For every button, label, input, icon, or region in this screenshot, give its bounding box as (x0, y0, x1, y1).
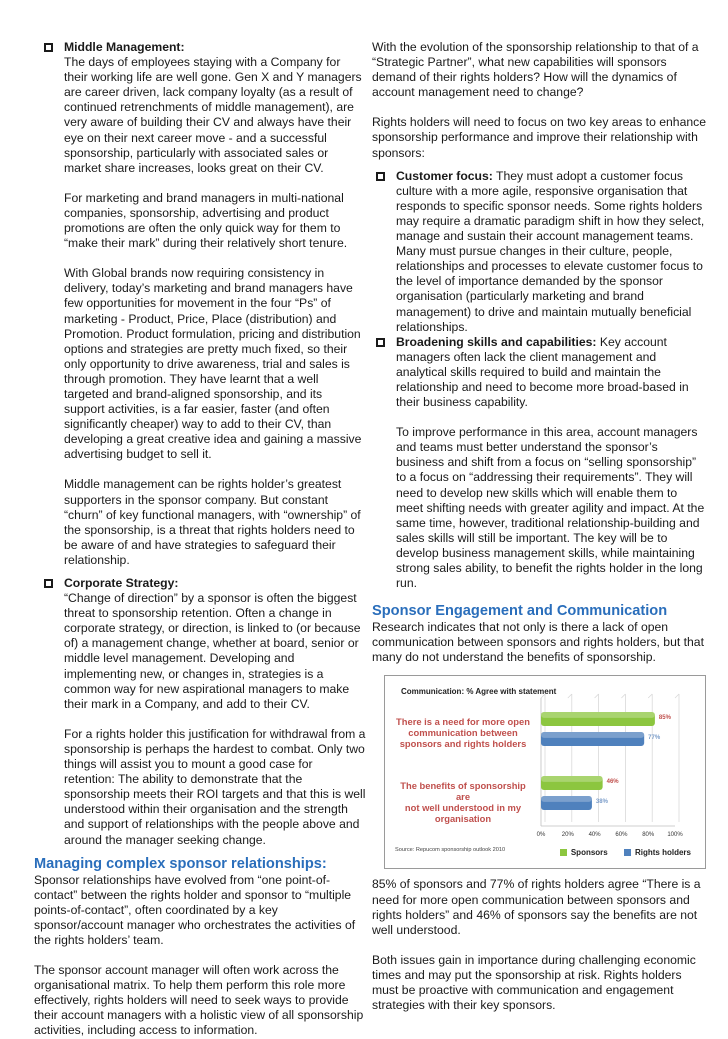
corporate-strategy-section (40, 576, 366, 848)
left-column (34, 40, 366, 1039)
paragraph: For a rights holder this justification for withdrawal from a sponsorship is perhaps the hardest to combat. Only two things will assist you to mount a good case for retention: The ability to demonstrate that the sponsorship meets their ROI targets and that this is well understood within their organisation and the strength and support of relationships with the people above and around the manager seeking change. (64, 726, 366, 847)
bar-highlight (541, 732, 644, 738)
x-tick-label: 20% (561, 832, 574, 839)
legend-swatch (624, 849, 631, 856)
value-label: 85% (658, 715, 671, 722)
x-tick-label: 100% (667, 832, 683, 839)
paragraph (396, 169, 706, 335)
gridline (541, 694, 545, 698)
paragraph: To improve performance in this area, account managers and teams must better understand the sponsor’s business and shift from a focus on “selling sponsorship” to a focus on “addressing their requirements”. They will need to develop new skills which will enable them to meet shifting needs with greater agility and impact. At the same time, however, traditional relationship-building and sales skills will still be important. The key will be to develop business management skills, while maintaining strong sales ability, to benefit the rights holder in the long run. (396, 425, 705, 591)
paragraph: For marketing and brand managers in multi-national companies, sponsorship, advertising and product promotions are often the only quick way for them to “make their mark” during their relatively short tenure. (64, 190, 348, 251)
value-label: 38% (595, 799, 608, 806)
paragraph: Middle management can be rights holder’s greatest supporters in the sponsor company. But constant “churn” of key functional managers, with “ownership” of the sponsorship, is a threat that rights holders need to be aware of and have strategies to safeguard their relationship. (64, 477, 361, 567)
checkbox-bullet-icon (44, 579, 53, 588)
paragraph: With Global brands now requiring consistency in delivery, today’s marketing and brand managers have few opportunities for movement in the four “Ps” of marketing - Product, Price, Place (distribution) and Promotion. Product formulation, pricing and distribution options and strategies are pretty much fixed, so their only opportunity to drive awareness, trial and sales is through promotion. They have learnt that a well targeted and brand-aligned sponsorship, and its support activities, is a far easier, faster (and often significantly cheaper) way to add to their CV, than developing a great creative idea and gaining a massive advertising budget to sell it. (64, 266, 362, 462)
middle-management-heading: Middle Management: (64, 40, 185, 54)
paragraph: “Change of direction” by a sponsor is often the biggest threat to sponsorship retention. Often a change in corporate strategy, or direction, is linked to (or because of) a management change, whether at board, senior or middle level management. Developing and implementing new, or changes in, strategies is a common way for new aspirational managers to make their mark in a Company, and add to their CV. (64, 591, 361, 711)
paragraph: Rights holders will need to focus on two key areas to enhance sponsorship performance and improve their relationship with sponsors: (372, 115, 706, 160)
category-label-line: not well understood in my (404, 802, 522, 814)
right-column (372, 40, 706, 1013)
managing-relationships-section (34, 856, 366, 1039)
gridline (595, 694, 599, 698)
middle-management-section (40, 40, 366, 568)
value-label: 46% (606, 779, 619, 786)
paragraph: The days of employees staying with a Company for their working life are well gone. Gen X and Y managers are career driven, lack company loyalty (as a result of continued retrenchments of middle management), are very aware of building their CV and always have their eye on their next career move - and a successful sponsorship, particularly with associated sales or market share increases, looks great on their CV. (64, 55, 362, 175)
x-tick-label: 40% (588, 832, 601, 839)
legend-item-sponsors (560, 845, 608, 860)
corporate-strategy-heading: Corporate Strategy: (64, 576, 179, 590)
paragraph: With the evolution of the sponsorship relationship to that of a “Strategic Partner”, what new capabilities will sponsors demand of their rights holders? How will the dynamics of account management need to change? (372, 40, 699, 100)
value-label: 77% (648, 735, 661, 742)
chart-legend (546, 845, 691, 860)
paragraph: Research indicates that not only is there a lack of open communication between sponsors and rights holders, but that many do not understand the benefits of sponsorship. (372, 620, 704, 665)
broadening-skills-text: Key account managers often lack the client management and analytical skills required to build and maintain the relationship and need to become more broad-based in their business capability. (396, 334, 689, 410)
chart-plot (385, 676, 707, 870)
paragraph: The sponsor account manager will often work across the organisational matrix. To help them perform this role more effectively, rights holders will need to seek ways to provide their account managers with a holistic view of all sponsorship activities, including access to information. (34, 963, 364, 1038)
chart-source: Source: Repucom sponsorship outlook 2010 (395, 847, 506, 854)
paragraph: Both issues gain in importance during challenging economic times and may put the sponsorship at risk. Rights holders must be proactive with communication and engagement strategies with their key sponsors. (372, 952, 696, 1013)
customer-focus-text: They must adopt a customer focus culture with a more agile, responsive organisation that responds to specific sponsor needs. Some rights holders may require a dramatic paradigm shift in how they select, manage and sustain their account management teams. Many must pursue changes in their culture, people, relationships and processes to elevate customer focus to the level of importance demanded by the sponsor organisation (particularly marketing and brand management) to drive and maintain mutually beneficial relationships. (396, 168, 705, 334)
paragraph: Sponsor relationships have evolved from “one point-of-contact” between the rights holder and sponsor to “multiple points-of-contact”, often coordinated by a key sponsor/account manager who orchestrates the activities of the rights holders’ team. (34, 872, 356, 947)
broadening-skills-item (372, 335, 706, 592)
x-tick-label: 60% (615, 832, 628, 839)
gridline (648, 694, 652, 698)
category-label-line: There is a need for more open (396, 716, 530, 728)
section-title: Managing complex sponsor relationships: (34, 855, 327, 872)
category-label-line: organisation (434, 813, 492, 825)
checkbox-bullet-icon (44, 43, 53, 52)
paragraph (396, 335, 706, 410)
checkbox-bullet-icon (376, 172, 385, 181)
customer-focus-item (372, 169, 706, 335)
gridline (621, 694, 625, 698)
broadening-skills-heading: Broadening skills and capabilities: (396, 334, 597, 349)
paragraph: 85% of sponsors and 77% of rights holders agree “There is a need for more open communication between sponsors and rights holders” and 46% of sponsors say the benefits are not well understood. (372, 877, 701, 937)
category-label-1 (393, 780, 533, 824)
category-label-line: The benefits of sponsorship are (400, 780, 526, 803)
legend-label: Sponsors (570, 848, 608, 858)
checkbox-bullet-icon (376, 338, 385, 347)
x-tick-label: 0% (536, 832, 546, 839)
customer-focus-heading: Customer focus: (396, 168, 493, 183)
legend-swatch (560, 849, 567, 856)
x-tick-label: 80% (642, 832, 655, 839)
section-title: Sponsor Engagement and Communication (372, 603, 668, 620)
category-label-line: communication between (408, 727, 518, 739)
gridline (675, 694, 679, 698)
chart-title: Communication: % Agree with statement (401, 687, 557, 697)
category-label-line: sponsors and rights holders (399, 738, 527, 750)
legend-label: Rights holders (634, 848, 691, 858)
category-label-0 (393, 716, 533, 749)
legend-item-rightsholders (624, 845, 691, 860)
bar-highlight (541, 796, 592, 802)
gridline (568, 694, 572, 698)
bar-highlight (541, 712, 655, 718)
communication-chart (384, 675, 706, 869)
bar-highlight (541, 776, 603, 782)
